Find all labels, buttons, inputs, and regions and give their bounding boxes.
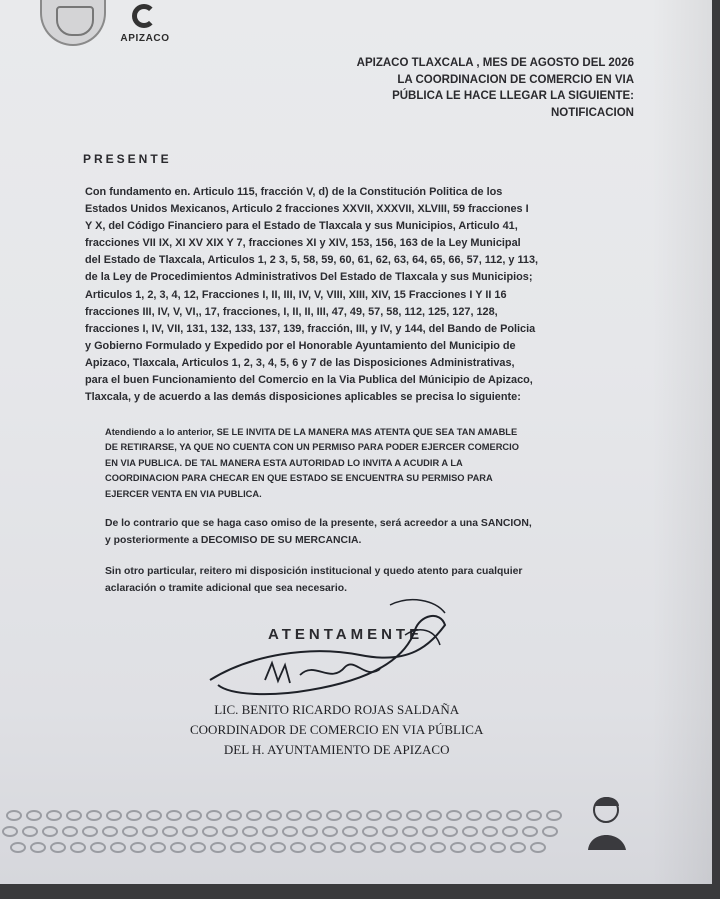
header-line-2: LA COORDINACION DE COMERCIO EN VIA xyxy=(397,73,634,86)
handwritten-signature xyxy=(190,585,480,715)
body-line: Estados Unidos Mexicanos, Articulo 2 fracciones XXVII, XXXVII, XLVIII, 59 fracciones I xyxy=(85,203,529,216)
footer-row xyxy=(6,810,562,821)
apizaco-logo xyxy=(110,2,180,46)
body-line: Tlaxcala, y de acuerdo a las demás disposiciones aplicables se precisa lo siguiente: xyxy=(85,391,521,404)
header-line-3: PÚBLICA LE HACE LLEGAR LA SIGUIENTE: xyxy=(392,90,634,102)
apizaco-logo-icon xyxy=(132,4,156,28)
notice-paragraph xyxy=(105,425,620,502)
notice-line: COORDINACION PARA CHECAR EN QUE ESTADO SE ENCUENTRA SU PERMISO PARA xyxy=(105,473,493,484)
footer-row xyxy=(2,826,558,837)
body-line: de la Ley de Procedimientos Administrativos Del Estado de Tlaxcala y sus Municipios; xyxy=(85,271,533,284)
closing-line: aclaración o tramite adicional que sea necesario. xyxy=(105,582,347,594)
sanction-paragraph xyxy=(105,516,532,549)
notice-line: DE RETIRARSE, YA QUE NO CUENTA CON UN PERMISO PARA PODER EJERCER COMERCIO xyxy=(105,442,519,453)
header-line-subject: NOTIFICACION xyxy=(550,106,634,119)
brand-name: APIZACO xyxy=(120,33,170,44)
body-line: fracciones I, IV, VII, 131, 132, 133, 137, 139, fracción, III, y IV, y 144, del Bando de Policia xyxy=(85,322,536,335)
body-line: fracciones VII IX, XI XV XIX Y 7, fracciones XI y XIV, 153, 156, 163 de la Ley Municipal xyxy=(85,237,521,250)
body-line: Apizaco, Tlaxcala, Articulos 1, 2, 3, 4, 5, 6 y 7 de las Disposiciones Administrativas, xyxy=(85,356,515,369)
signatory-block xyxy=(190,700,483,760)
portrait-illustration-icon xyxy=(578,792,638,852)
sanction-line: y posteriormente a DECOMISO DE SU MERCANCIA. xyxy=(105,534,362,546)
body-line: Y X, del Código Financiero para el Estado de Tlaxcala y sus Municipios, Articulo 41, xyxy=(85,220,518,233)
notice-line: EJERCER VENTA EN VIA PUBLICA. xyxy=(105,488,262,499)
notice-line: Atendiendo a lo anterior, SE LE INVITA DE LA MANERA MAS ATENTA QUE SEA TAN AMABLE xyxy=(105,427,518,437)
body-line: fracciones III, IV, V, VI,, 17, fracciones, I, II, II, III, 47, 49, 57, 58, 112, 125, 127, 128, xyxy=(85,305,498,318)
notice-line: EN VIA PUBLICA. DE TAL MANERA ESTA AUTORIDAD LO INVITA A ACUDIR A LA xyxy=(105,457,463,468)
salutation: PRESENTE xyxy=(83,152,172,166)
footer-row xyxy=(10,842,546,853)
closing-word: ATENTAMENTE xyxy=(268,626,424,643)
legal-basis-paragraph xyxy=(85,184,645,406)
body-line: Con fundamento en. Articulo 115, fracción V, d) de la Constitución Politica de los xyxy=(85,186,503,198)
signatory-title: COORDINADOR DE COMERCIO EN VIA PÚBLICA xyxy=(190,722,484,737)
letter-header xyxy=(357,55,634,121)
body-line: del Estado de Tlaxcala, Articulos 1, 2 3, 5, 58, 59, 60, 61, 62, 63, 64, 65, 66, 57, 112, y 113, xyxy=(85,254,539,267)
signatory-name: LIC. BENITO RICARDO ROJAS SALDAÑA xyxy=(214,702,460,717)
body-line: Articulos 1, 2, 3, 4, 12, Fracciones I, II, III, IV, V, VIII, XIII, XIV, 15 Fracciones I Y II 16 xyxy=(85,288,507,301)
municipal-seal-icon xyxy=(40,0,106,46)
sanction-line: De lo contrario que se haga caso omiso de la presente, será acreedor a una SANCION, xyxy=(105,518,532,529)
decorative-footer-pattern xyxy=(0,804,600,856)
body-line: para el buen Funcionamiento del Comercio en la Via Publica del Múnicipio de Apizaco, xyxy=(85,374,533,387)
closing-line: Sin otro particular, reitero mi disposición institucional y quedo atento para cualquier xyxy=(105,566,523,577)
signatory-office: DEL H. AYUNTAMIENTO DE APIZACO xyxy=(223,742,450,757)
body-line: y Gobierno Formulado y Expedido por el Honorable Ayuntamiento del Municipio de xyxy=(85,339,516,352)
header-line-place-date: APIZACO TLAXCALA , MES DE AGOSTO DEL 2026 xyxy=(356,57,634,69)
